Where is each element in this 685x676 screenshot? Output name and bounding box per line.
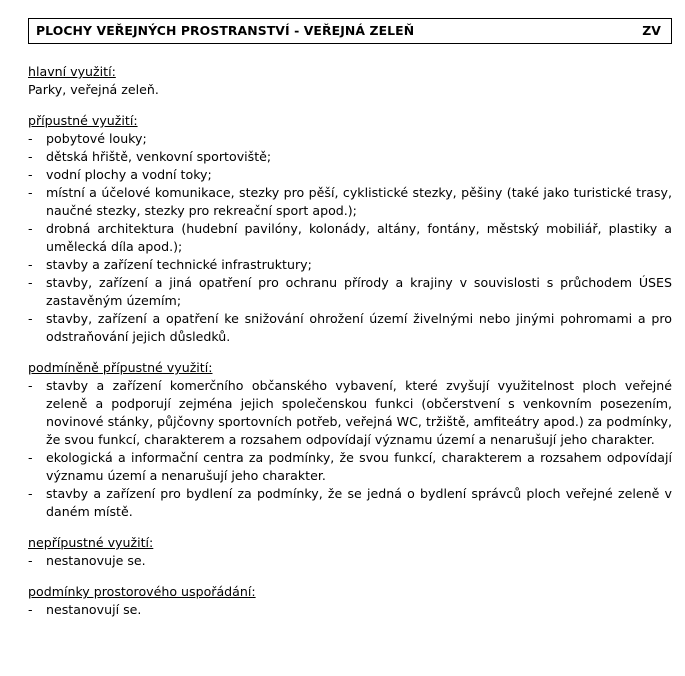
- list-item-text: místní a účelové komunikace, stezky pro pěší, cyklistické stezky, pěšiny (také jako turistické trasy, naučné stezky, stezky pro rekreační sport apod.);: [46, 185, 672, 218]
- dash-marker: -: [28, 486, 33, 501]
- conditional-use-heading: podmíněně přípustné využití:: [28, 360, 213, 375]
- dash-marker: -: [28, 167, 33, 182]
- list-item-text: stavby, zařízení a opatření ke snižování ohrožení území živelnými nebo jinými pohromami a pro odstraňování jejich důsledků.: [46, 311, 672, 344]
- header-title: PLOCHY VEŘEJNÝCH PROSTRANSTVÍ - VEŘEJNÁ ZELEŇ: [36, 23, 415, 38]
- spatial-conditions-section: [28, 583, 672, 619]
- prohibited-use-heading: nepřípustné využití:: [28, 535, 154, 550]
- list-item-text: dětská hřiště, venkovní sportoviště;: [46, 149, 272, 164]
- list-item: [28, 449, 672, 485]
- list-item: [28, 601, 672, 619]
- section-header: [28, 18, 672, 44]
- main-use-section: [28, 63, 672, 99]
- dash-marker: -: [28, 131, 33, 146]
- dash-marker: -: [28, 311, 33, 326]
- header-code: ZV: [642, 23, 661, 38]
- permitted-use-section: [28, 112, 672, 346]
- dash-marker: -: [28, 275, 33, 290]
- list-item-text: vodní plochy a vodní toky;: [46, 167, 212, 182]
- dash-marker: -: [28, 149, 33, 164]
- prohibited-use-list: [28, 552, 672, 570]
- list-item-text: pobytové louky;: [46, 131, 147, 146]
- list-item: [28, 274, 672, 310]
- dash-marker: -: [28, 185, 33, 200]
- dash-marker: -: [28, 450, 33, 465]
- spatial-conditions-list: [28, 601, 672, 619]
- dash-marker: -: [28, 602, 33, 617]
- prohibited-use-section: [28, 534, 672, 570]
- main-use-heading: hlavní využití:: [28, 64, 116, 79]
- spatial-conditions-heading: podmínky prostorového uspořádání:: [28, 584, 256, 599]
- list-item: [28, 148, 672, 166]
- list-item-text: stavby a zařízení komerčního občanského vybavení, které zvyšují využitelnost ploch veřejné zeleně a podporují zejména jejich společenskou funkci (občerstvení s venkovním posezením, novinové stánky, půjčovny sportovních potřeb, veřejná WC, tržiště, amfiteátry apod.) za podmínky, že svou funkcí, charakterem a rozsahem odpovídají významu území a nenarušují jeho charakter.: [46, 378, 672, 447]
- document-page: [28, 18, 672, 619]
- list-item-text: stavby a zařízení pro bydlení za podmínky, že se jedná o bydlení správců ploch veřejné zeleně v daném místě.: [46, 486, 672, 519]
- dash-marker: -: [28, 553, 33, 568]
- list-item: [28, 184, 672, 220]
- list-item: [28, 166, 672, 184]
- list-item-text: ekologická a informační centra za podmínky, že svou funkcí, charakterem a rozsahem odpovídají významu území a nenarušují jeho charakter.: [46, 450, 672, 483]
- dash-marker: -: [28, 221, 33, 236]
- list-item-text: nestanovují se.: [46, 602, 142, 617]
- list-item-text: stavby, zařízení a jiná opatření pro ochranu přírody a krajiny v souvislosti s průchodem ÚSES zastavěným územím;: [46, 275, 672, 308]
- list-item: [28, 256, 672, 274]
- list-item-text: nestanovuje se.: [46, 553, 146, 568]
- list-item: [28, 310, 672, 346]
- list-item: [28, 485, 672, 521]
- list-item-text: drobná architektura (hudební pavilóny, kolonády, altány, fontány, městský mobiliář, plastiky a umělecká díla apod.);: [46, 221, 672, 254]
- list-item-text: stavby a zařízení technické infrastruktury;: [46, 257, 312, 272]
- permitted-use-heading: přípustné využití:: [28, 113, 138, 128]
- list-item: [28, 552, 672, 570]
- list-item: [28, 130, 672, 148]
- permitted-use-list: [28, 130, 672, 346]
- conditional-use-list: [28, 377, 672, 521]
- list-item: [28, 220, 672, 256]
- dash-marker: -: [28, 257, 33, 272]
- main-use-text: Parky, veřejná zeleň.: [28, 82, 159, 97]
- list-item: [28, 377, 672, 449]
- dash-marker: -: [28, 378, 33, 393]
- conditional-use-section: [28, 359, 672, 521]
